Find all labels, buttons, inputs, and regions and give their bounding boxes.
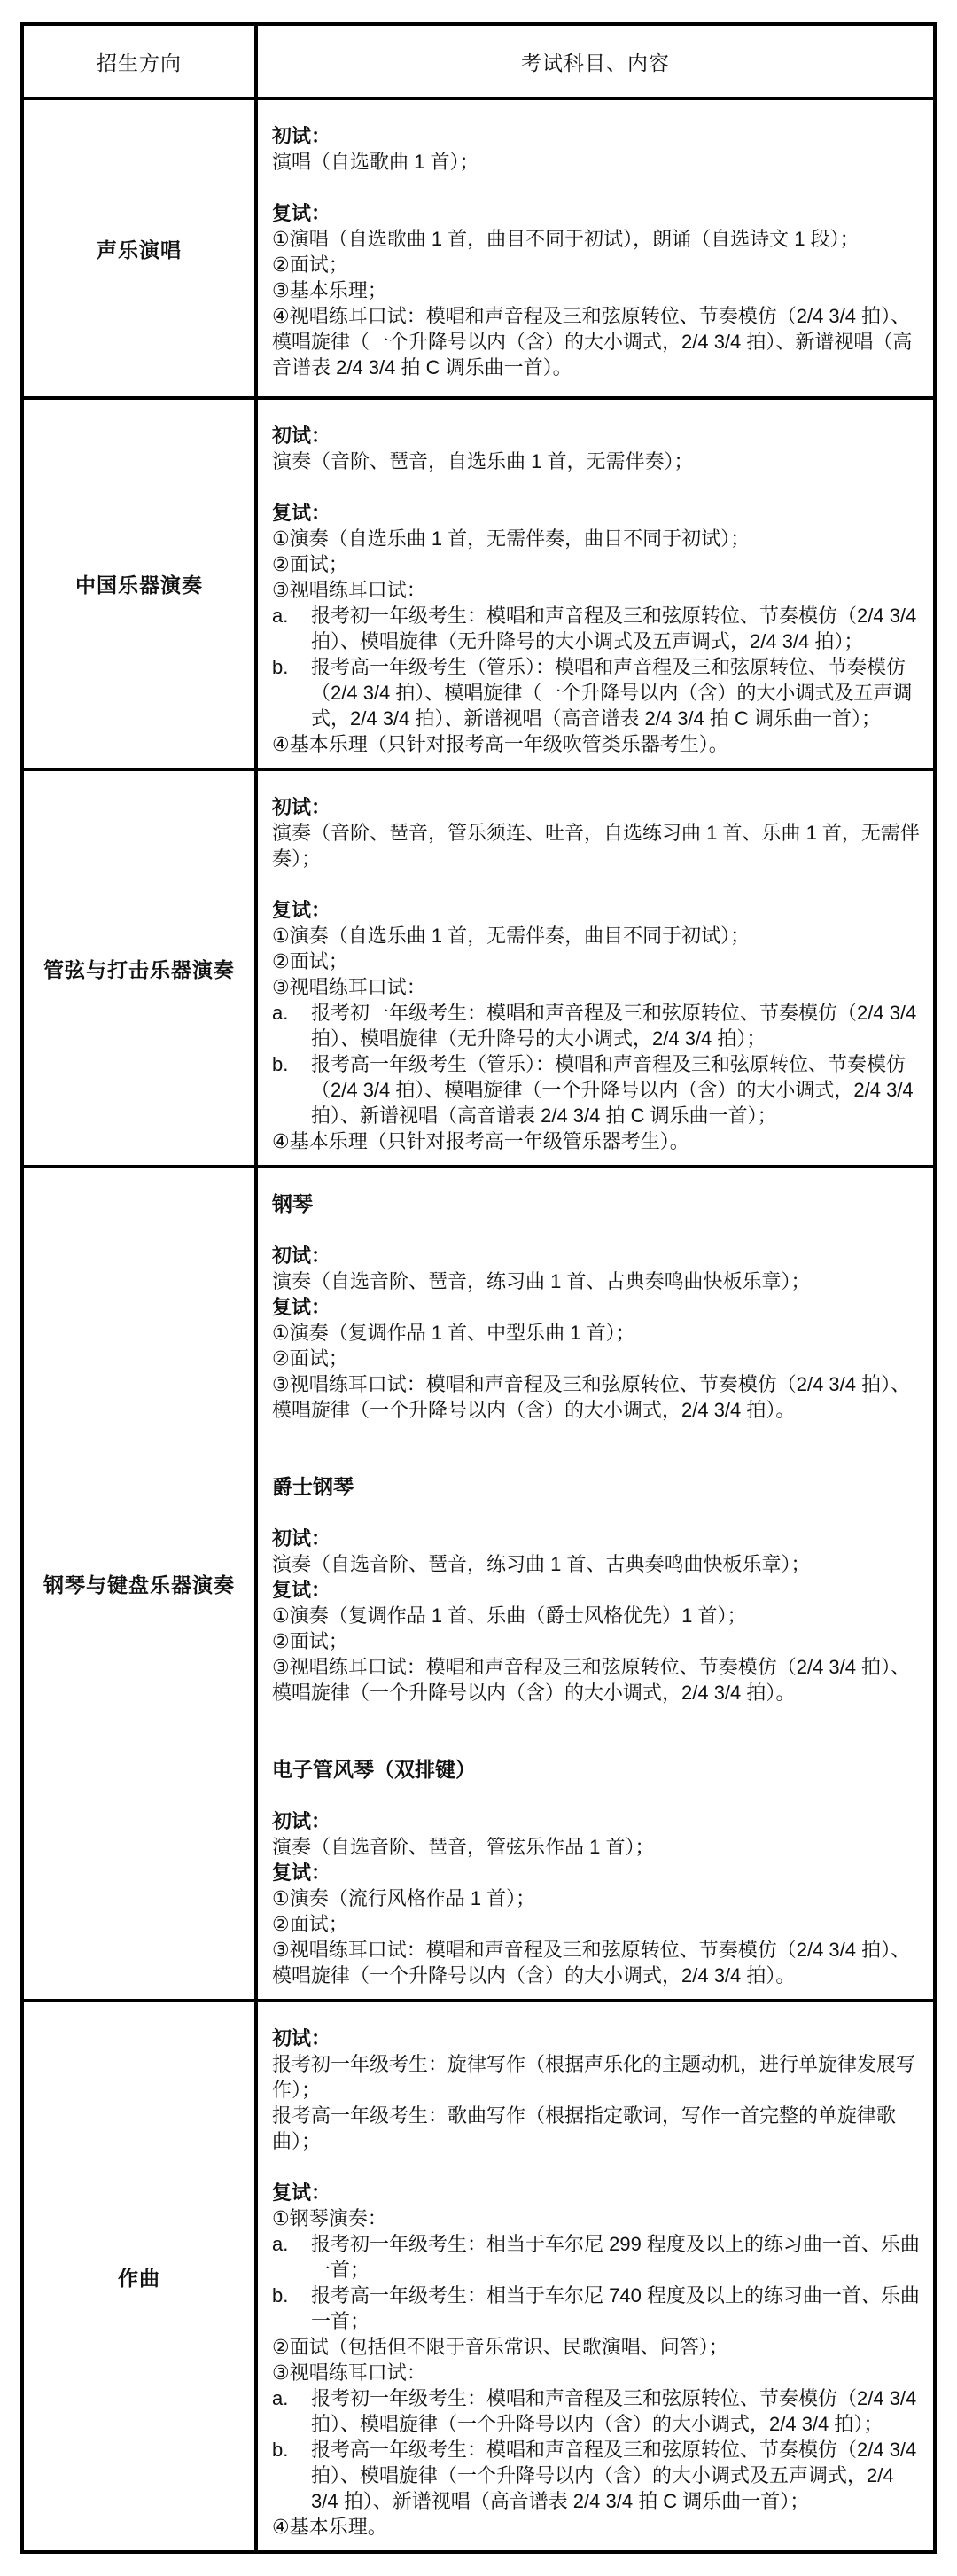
blank-line: [272, 175, 921, 200]
exam-line: ②面试（包括但不限于音乐常识、民歌演唱、问答）；: [272, 2336, 728, 2358]
table-row: [22, 98, 935, 398]
item-marker: b.: [272, 1053, 289, 1075]
exam-line: 报考初一年级考生：旋律写作（根据声乐化的主题动机，进行单旋律发展写作）；: [272, 2053, 916, 2101]
item-marker: a.: [272, 605, 289, 627]
phase-head: 初试：: [272, 1527, 331, 1550]
content-cell: [256, 2001, 935, 2552]
exam-line: ④基本乐理（只针对报考高一年级管乐器考生）。: [272, 1130, 689, 1152]
lettered-item: [272, 2385, 921, 2437]
header-row: [22, 24, 935, 98]
blank-line: [272, 1783, 921, 1808]
blank-line: [272, 1448, 921, 1474]
content-cell: [256, 769, 935, 1167]
blank-line: [272, 871, 921, 897]
lettered-item: [272, 1000, 921, 1051]
header-direction: 招生方向: [22, 24, 256, 98]
content-cell: [256, 398, 935, 769]
phase-head: 初试：: [272, 2027, 331, 2049]
exam-line: 演唱（自选歌曲 1 首）；: [272, 151, 479, 173]
lettered-item: [272, 603, 921, 654]
phase-head: 初试：: [272, 125, 331, 147]
exam-line: ②面试；: [272, 1347, 348, 1370]
item-text: 报考初一年级考生：相当于车尔尼 299 程度及以上的练习曲一首、乐曲一首；: [311, 2233, 920, 2281]
item-text: 报考高一年级考生（管乐）：模唱和声音程及三和弦原转位、节奏模仿（2/4 3/4 拍）、模唱旋律（一个升降号以内（含）的大小调式及五声调式，2/4 3/4 拍）、新谱视唱（高音谱表 2/4 3/4 拍 C 调乐曲一首）；: [311, 656, 913, 730]
phase-head: 复试：: [272, 2182, 331, 2204]
blank-line: [272, 1731, 921, 1757]
item-marker: a.: [272, 2233, 289, 2255]
item-text: 报考高一年级考生（管乐）：模唱和声音程及三和弦原转位、节奏模仿（2/4 3/4 拍）、模唱旋律（一个升降号以内（含）的大小调式，2/4 3/4 拍）、新谱视唱（高音谱表 2/4 3/4 拍 C 调乐曲一首）；: [311, 1053, 914, 1127]
table-body: [22, 98, 935, 2552]
lettered-item: [272, 2437, 921, 2514]
exam-line: ③视唱练耳口试：: [272, 579, 426, 601]
exam-line: ③视唱练耳口试：模唱和声音程及三和弦原转位、节奏模仿（2/4 3/4 拍）、模唱旋律（一个升降号以内（含）的大小调式，2/4 3/4 拍）。: [272, 1373, 911, 1421]
exam-line: ④视唱练耳口试：模唱和声音程及三和弦原转位、节奏模仿（2/4 3/4 拍）、模唱旋律（一个升降号以内（含）的大小调式，2/4 3/4 拍）、新谱视唱（高音谱表 2/4 3/4 拍 C 调乐曲一首）。: [272, 305, 913, 379]
item-marker: b.: [272, 656, 289, 678]
exam-line: ①演唱（自选歌曲 1 首，曲目不同于初试），朗诵（自选诗文 1 段）；: [272, 228, 860, 250]
exam-line: 演奏（音阶、琶音，自选乐曲 1 首，无需伴奏）；: [272, 450, 694, 472]
phase-head: 初试：: [272, 425, 331, 447]
item-text: 报考初一年级考生：模唱和声音程及三和弦原转位、节奏模仿（2/4 3/4 拍）、模唱旋律（一个升降号以内（含）的大小调式，2/4 3/4 拍）；: [311, 2387, 917, 2435]
item-text: 报考高一年级考生：模唱和声音程及三和弦原转位、节奏模仿（2/4 3/4 拍）、模唱旋律（一个升降号以内（含）的大小调式及五声调式，2/4 3/4 拍）、新谱视唱（高音谱表 2/4 3/4 拍 C 调乐曲一首）；: [311, 2439, 917, 2512]
table-row: [22, 398, 935, 769]
direction-label: 钢琴与键盘乐器演奏: [43, 1573, 235, 1596]
exam-line: ③视唱练耳口试：模唱和声音程及三和弦原转位、节奏模仿（2/4 3/4 拍）、模唱旋律（一个升降号以内（含）的大小调式，2/4 3/4 拍）。: [272, 1656, 911, 1704]
blank-line: [272, 1500, 921, 1526]
lettered-item: [272, 1051, 921, 1128]
exam-line: ③视唱练耳口试：: [272, 2361, 426, 2384]
direction-cell: [22, 398, 256, 769]
exam-line: ④基本乐理（只针对报考高一年级吹管类乐器考生）。: [272, 733, 728, 755]
direction-label: 中国乐器演奏: [75, 574, 203, 597]
blank-line: [272, 2154, 921, 2180]
content-cell: [256, 98, 935, 398]
phase-head: 复试：: [272, 1862, 331, 1884]
blank-line: [272, 1423, 921, 1448]
item-marker: b.: [272, 2439, 289, 2461]
phase-head: 复试：: [272, 202, 331, 224]
exam-line: ①钢琴演奏：: [272, 2207, 387, 2229]
direction-label: 管弦与打击乐器演奏: [43, 957, 235, 981]
exam-line: 演奏（自选音阶、琶音，管弦乐作品 1 首）；: [272, 1836, 655, 1858]
exam-line: ①演奏（复调作品 1 首、中型乐曲 1 首）；: [272, 1322, 635, 1344]
exam-line: ③视唱练耳口试：模唱和声音程及三和弦原转位、节奏模仿（2/4 3/4 拍）、模唱旋律（一个升降号以内（含）的大小调式，2/4 3/4 拍）。: [272, 1939, 911, 1987]
table-row: [22, 1167, 935, 2001]
item-marker: b.: [272, 2284, 289, 2307]
item-text: 报考初一年级考生：模唱和声音程及三和弦原转位、节奏模仿（2/4 3/4 拍）、模唱旋律（无升降号的大小调式及五声调式，2/4 3/4 拍）；: [311, 605, 917, 652]
exam-line: ②面试；: [272, 254, 348, 276]
phase-head: 初试：: [272, 1245, 331, 1267]
exam-line: 演奏（音阶、琶音，管乐须连、吐音，自选练习曲 1 首、乐曲 1 首，无需伴奏）；: [272, 822, 920, 870]
phase-head: 初试：: [272, 796, 331, 818]
exam-line: ①演奏（复调作品 1 首、乐曲（爵士风格优先）1 首）；: [272, 1604, 747, 1627]
item-marker: a.: [272, 1002, 289, 1024]
exam-line: 演奏（自选音阶、琶音，练习曲 1 首、古典奏鸣曲快板乐章）；: [272, 1553, 811, 1575]
phase-head: 复试：: [272, 1579, 331, 1601]
item-text: 报考高一年级考生：相当于车尔尼 740 程度及以上的练习曲一首、乐曲一首；: [311, 2284, 920, 2332]
phase-head: 初试：: [272, 1810, 331, 1832]
lettered-item: [272, 654, 921, 731]
phase-head: 复试：: [272, 1296, 331, 1318]
instrument-subhead: 钢琴: [272, 1192, 313, 1215]
lettered-item: [272, 2283, 921, 2334]
direction-cell: [22, 769, 256, 1167]
exam-line: ②面试；: [272, 1913, 348, 1935]
exam-line: 演奏（自选音阶、琶音，练习曲 1 首、古典奏鸣曲快板乐章）；: [272, 1270, 811, 1292]
item-marker: a.: [272, 2387, 289, 2409]
direction-cell: [22, 98, 256, 398]
instrument-subhead: 电子管风琴（双排键）: [272, 1758, 476, 1781]
content-cell: [256, 1167, 935, 2001]
table-row: [22, 769, 935, 1167]
blank-line: [272, 1706, 921, 1731]
exam-line: ④基本乐理。: [272, 2516, 387, 2538]
exam-line: ①演奏（自选乐曲 1 首，无需伴奏，曲目不同于初试）；: [272, 925, 751, 947]
direction-label: 作曲: [118, 2266, 160, 2290]
lettered-item: [272, 2231, 921, 2283]
instrument-subhead: 爵士钢琴: [272, 1475, 354, 1498]
exam-line: ③基本乐理；: [272, 279, 387, 301]
exam-line: ①演奏（流行风格作品 1 首）；: [272, 1887, 536, 1909]
exam-line: ②面试；: [272, 553, 348, 575]
exam-line: 报考高一年级考生：歌曲写作（根据指定歌词，写作一首完整的单旋律歌曲）；: [272, 2104, 897, 2152]
direction-cell: [22, 2001, 256, 2552]
blank-line: [272, 1217, 921, 1243]
blank-line: [272, 474, 921, 500]
exam-line: ③视唱练耳口试：: [272, 976, 426, 998]
header-subjects: 考试科目、内容: [256, 24, 935, 98]
exam-line: ②面试；: [272, 1630, 348, 1652]
phase-head: 复试：: [272, 502, 331, 524]
direction-label: 声乐演唱: [97, 238, 182, 262]
exam-line: ②面试；: [272, 950, 348, 972]
item-text: 报考初一年级考生：模唱和声音程及三和弦原转位、节奏模仿（2/4 3/4 拍）、模唱旋律（无升降号的大小调式，2/4 3/4 拍）；: [311, 1002, 917, 1050]
direction-cell: [22, 1167, 256, 2001]
phase-head: 复试：: [272, 899, 331, 921]
exam-table: [20, 22, 937, 2554]
table-row: [22, 2001, 935, 2552]
exam-line: ①演奏（自选乐曲 1 首，无需伴奏，曲目不同于初试）；: [272, 527, 751, 550]
